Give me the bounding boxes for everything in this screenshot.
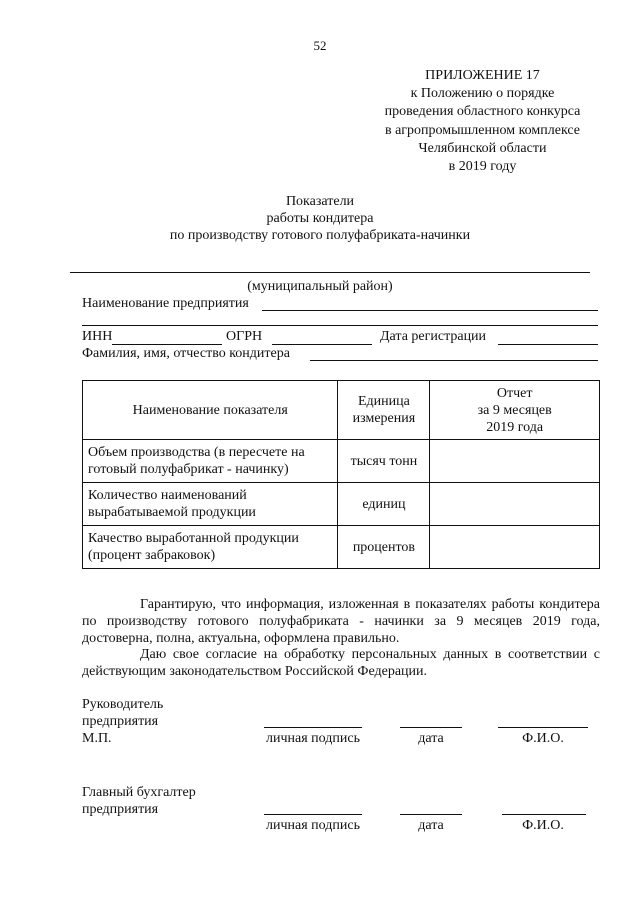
table-row bbox=[83, 440, 600, 483]
consent-paragraph: Даю свое согласие на обработку персональных данных в соответствии с действующим законодательством Российской Федерации. bbox=[82, 647, 600, 679]
enterprise-extra-line[interactable] bbox=[82, 325, 598, 326]
head-date-line[interactable] bbox=[400, 727, 462, 728]
enterprise-label: Наименование предприятия bbox=[82, 296, 249, 311]
head-label-line2: предприятия bbox=[82, 714, 159, 729]
head-date-caption: дата bbox=[418, 731, 444, 746]
district-caption: (муниципальный район) bbox=[247, 279, 393, 294]
title-line: работы кондитера bbox=[266, 211, 374, 226]
appendix-line: Челябинской области bbox=[418, 140, 547, 156]
confectioner-field-line[interactable] bbox=[310, 360, 598, 361]
head-label-line1: Руководитель bbox=[82, 697, 164, 712]
district-field-line[interactable] bbox=[70, 272, 590, 273]
appendix-line: к Положению о порядке bbox=[410, 86, 555, 102]
accountant-date-line[interactable] bbox=[400, 814, 462, 815]
indicator-unit: процентов bbox=[338, 526, 430, 569]
accountant-signature-caption: личная подпись bbox=[266, 818, 360, 833]
accountant-signature-line[interactable] bbox=[264, 814, 362, 815]
header-report: Отчет за 9 месяцев 2019 года bbox=[430, 381, 600, 440]
indicator-name: Количество наименований вырабатываемой продукции bbox=[83, 483, 338, 526]
appendix-header bbox=[355, 67, 610, 176]
head-fullname-line[interactable] bbox=[498, 727, 588, 728]
accountant-label-line2: предприятия bbox=[82, 802, 159, 817]
title-line: по производству готового полуфабриката-начинки bbox=[169, 228, 471, 243]
page-number: 52 bbox=[313, 38, 327, 53]
appendix-line: в 2019 году bbox=[448, 159, 517, 175]
table-row bbox=[83, 526, 600, 569]
inn-field-line[interactable] bbox=[112, 344, 222, 345]
accountant-date-caption: дата bbox=[418, 818, 444, 833]
header-unit: Единица измерения bbox=[338, 381, 430, 440]
indicator-value-cell[interactable] bbox=[430, 483, 600, 526]
indicator-name: Объем производства (в пересчете на готовый полуфабрикат - начинку) bbox=[83, 440, 338, 483]
appendix-line: ПРИЛОЖЕНИЕ 17 bbox=[425, 68, 540, 83]
registration-date-label: Дата регистрации bbox=[380, 329, 487, 344]
appendix-line: проведения областного конкурса bbox=[384, 104, 581, 120]
ogrn-field-line[interactable] bbox=[272, 344, 372, 345]
table-row bbox=[83, 483, 600, 526]
accountant-fullname-line[interactable] bbox=[502, 814, 586, 815]
inn-label: ИНН bbox=[82, 329, 113, 344]
indicator-value-cell[interactable] bbox=[430, 526, 600, 569]
indicator-value-cell[interactable] bbox=[430, 440, 600, 483]
accountant-label-line1: Главный бухгалтер bbox=[82, 785, 196, 800]
indicators-table bbox=[82, 380, 600, 569]
appendix-line: в агропромышленном комплексе bbox=[384, 122, 581, 138]
ogrn-label: ОГРН bbox=[226, 329, 263, 344]
registration-date-field-line[interactable] bbox=[498, 344, 598, 345]
indicator-unit: тысяч тонн bbox=[338, 440, 430, 483]
head-signature-caption: личная подпись bbox=[266, 731, 360, 746]
indicator-name: Качество выработанной продукции (процент забраковок) bbox=[83, 526, 338, 569]
document-title bbox=[0, 193, 640, 244]
title-line: Показатели bbox=[285, 194, 355, 209]
guarantee-paragraph: Гарантирую, что информация, изложенная в показателях работы кондитера по производству готового полуфабриката - начинки за 9 месяцев 2019 года, достоверна, полна, актуальна, оформлена правильно. bbox=[82, 597, 600, 646]
accountant-fullname-caption: Ф.И.О. bbox=[522, 818, 564, 833]
head-fullname-caption: Ф.И.О. bbox=[522, 731, 564, 746]
enterprise-field-line[interactable] bbox=[262, 310, 598, 311]
head-signature-line[interactable] bbox=[264, 727, 362, 728]
stamp-label: М.П. bbox=[82, 731, 112, 746]
header-indicator-name: Наименование показателя bbox=[83, 381, 338, 440]
table-header-row bbox=[83, 381, 600, 440]
indicator-unit: единиц bbox=[338, 483, 430, 526]
confectioner-label: Фамилия, имя, отчество кондитера bbox=[82, 346, 290, 361]
